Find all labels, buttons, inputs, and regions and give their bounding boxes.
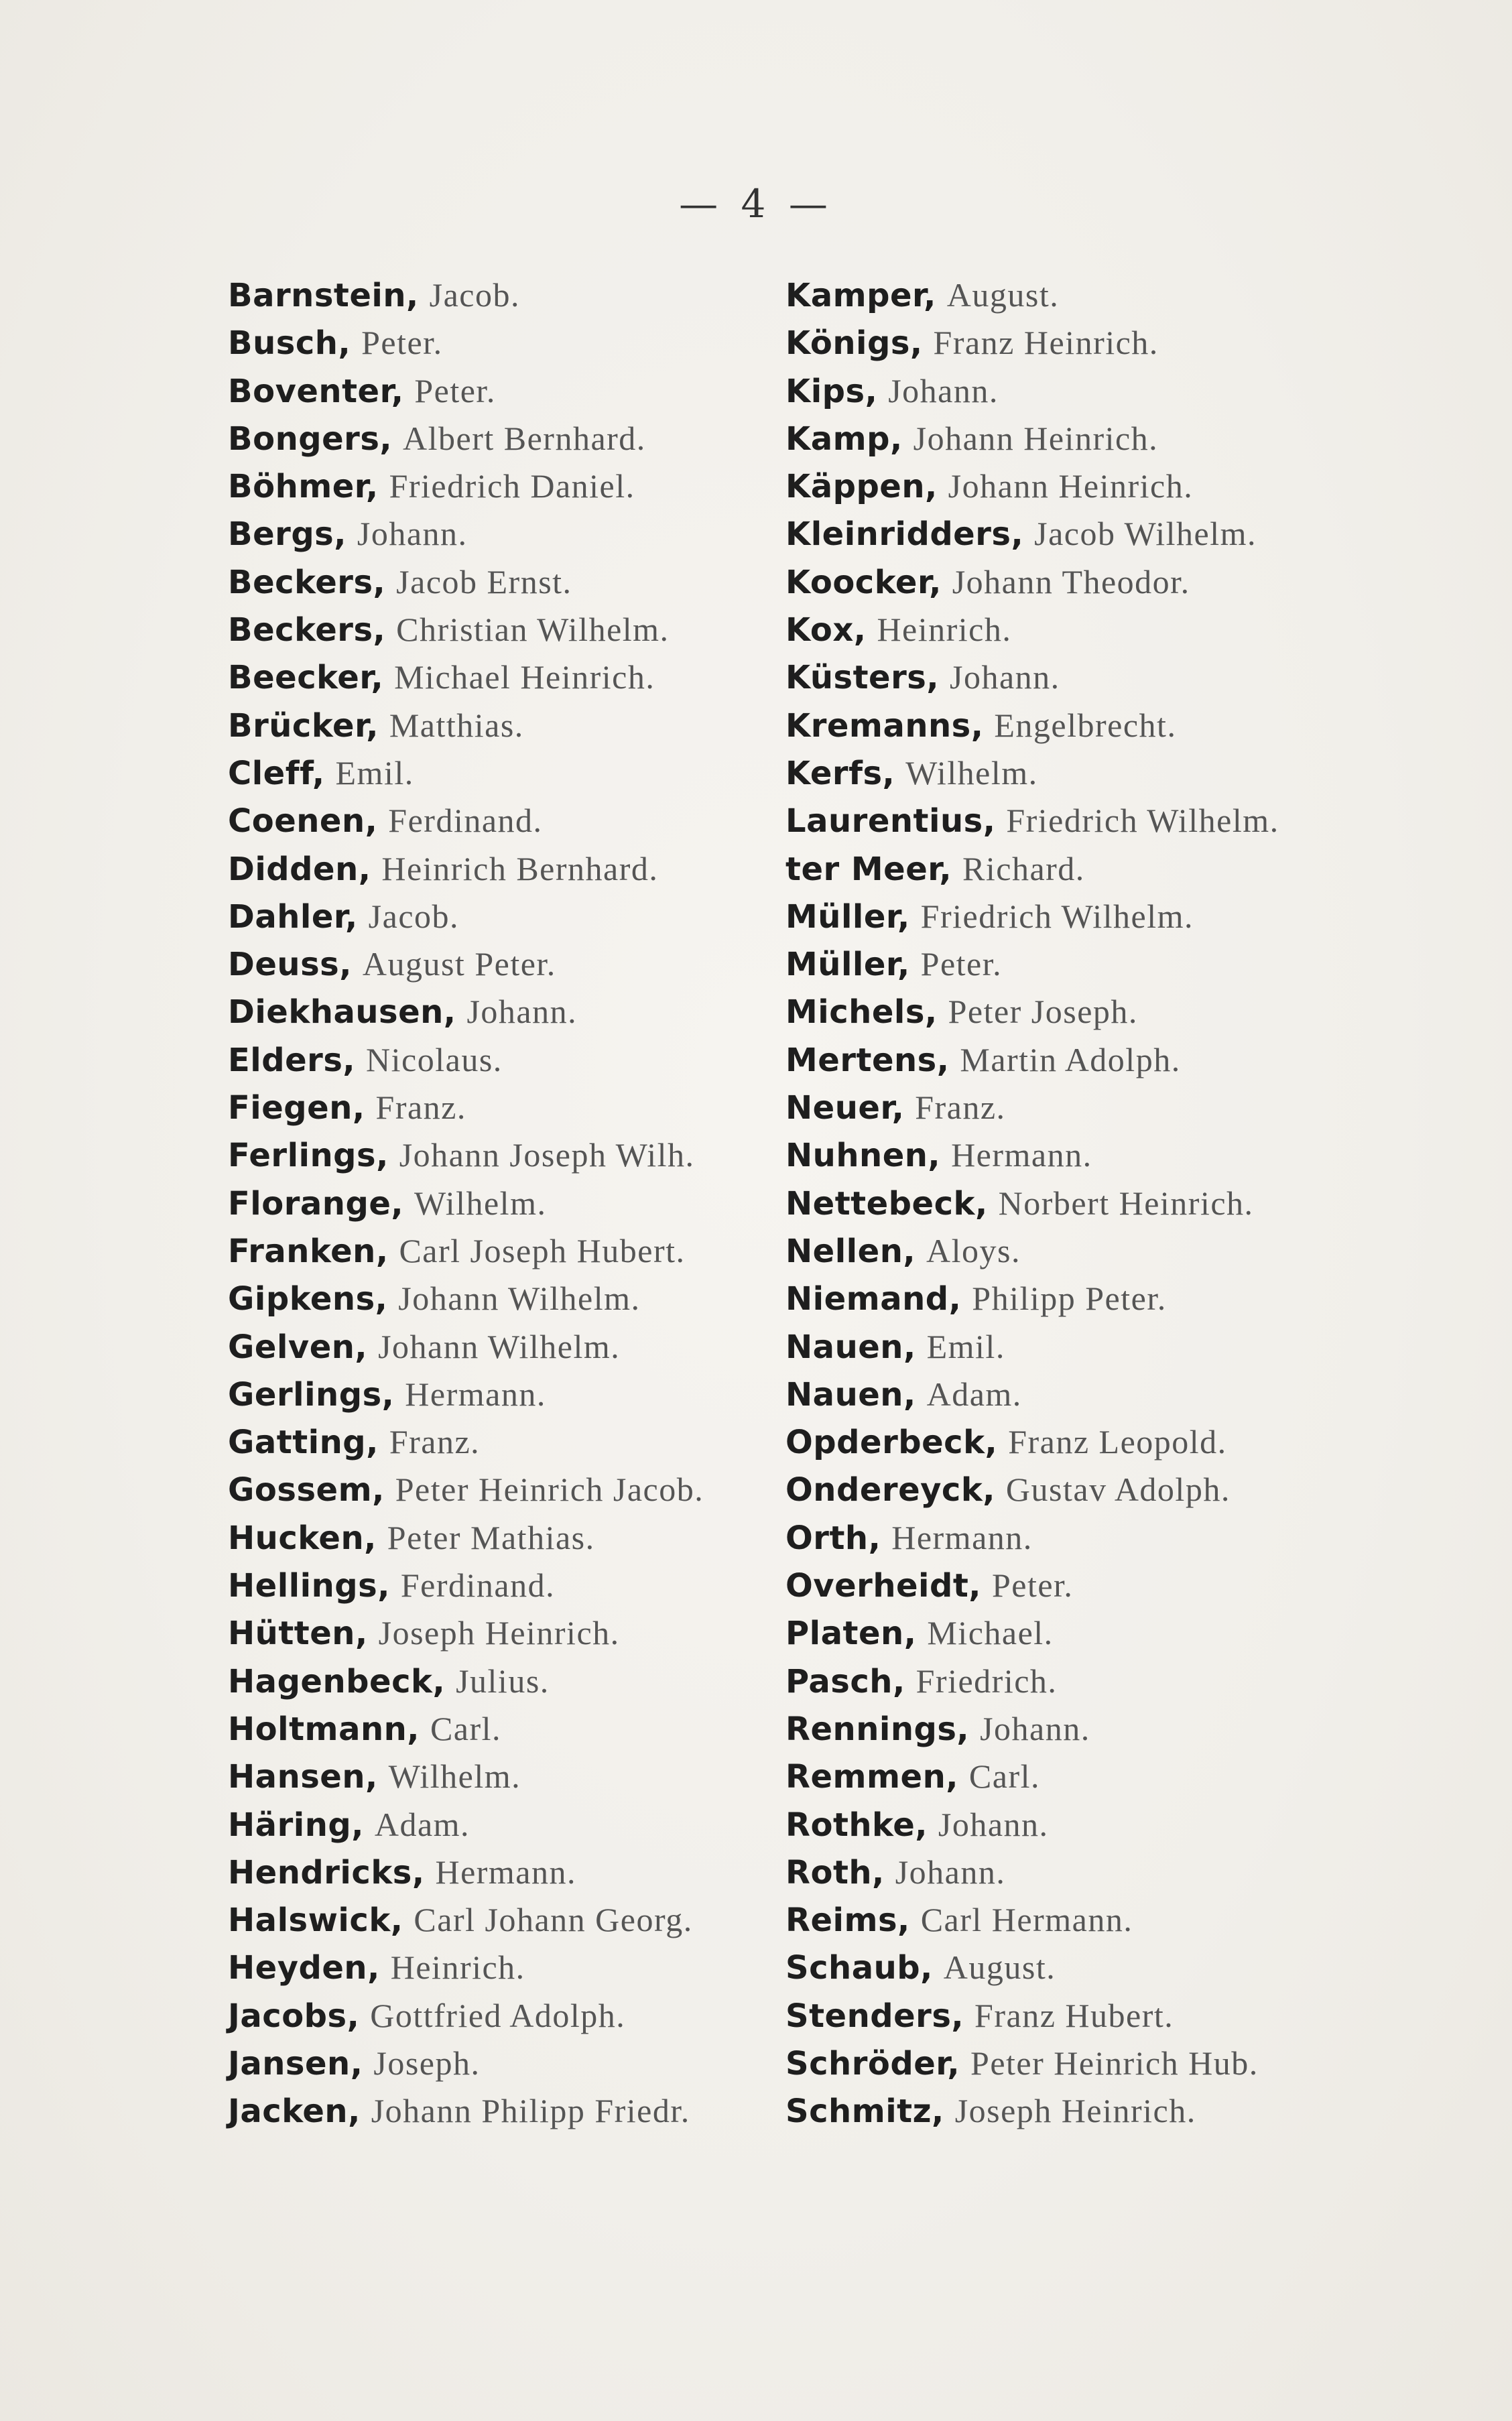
name-entry xyxy=(785,510,1279,558)
name-entry xyxy=(785,1514,1279,1562)
surname: Halswick, xyxy=(228,1902,403,1940)
name-entry xyxy=(228,2087,704,2135)
given-names: Johann. xyxy=(888,371,999,410)
given-names: Hermann. xyxy=(435,1853,577,1891)
given-names: Heinrich. xyxy=(877,611,1012,649)
surname: Kox, xyxy=(785,611,867,649)
given-names: Jacob Ernst. xyxy=(396,562,572,601)
given-names: Johann. xyxy=(357,515,468,553)
surname: Kerfs, xyxy=(785,754,895,792)
surname: Stenders, xyxy=(785,1997,964,2035)
name-entry xyxy=(785,1562,1279,1609)
surname: Käppen, xyxy=(785,468,938,506)
surname: Jacobs, xyxy=(228,1997,360,2035)
name-entry xyxy=(228,1180,704,1227)
given-names: Peter Joseph. xyxy=(948,993,1138,1031)
name-entry xyxy=(785,319,1279,367)
surname: Franken, xyxy=(228,1232,389,1270)
given-names: Hermann. xyxy=(405,1375,546,1413)
surname: Kleinridders, xyxy=(785,515,1024,554)
surname: Boventer, xyxy=(228,372,404,410)
surname: Küsters, xyxy=(785,659,940,697)
surname: Nuhnen, xyxy=(785,1137,941,1175)
name-entry xyxy=(228,749,704,797)
name-entry xyxy=(785,797,1279,845)
surname: Nauen, xyxy=(785,1328,916,1366)
name-entry xyxy=(785,940,1279,988)
surname: Schaub, xyxy=(785,1949,933,1987)
surname: Nellen, xyxy=(785,1232,916,1270)
name-entry xyxy=(228,1944,704,1991)
given-names: Norbert Heinrich. xyxy=(998,1184,1254,1222)
given-names: Peter. xyxy=(920,945,1003,983)
name-entry xyxy=(785,1323,1279,1371)
given-names: Jacob. xyxy=(429,276,520,314)
surname: Orth, xyxy=(785,1519,881,1557)
given-names: Emil. xyxy=(335,753,414,792)
given-names: Peter. xyxy=(414,371,496,410)
name-entry xyxy=(785,1753,1279,1800)
given-names: Johann Wilhelm. xyxy=(378,1327,621,1365)
surname: Nettebeck, xyxy=(785,1184,988,1223)
surname: Laurentius, xyxy=(785,802,996,841)
given-names: Adam. xyxy=(374,1805,470,1843)
name-entry xyxy=(785,1849,1279,1896)
name-entry xyxy=(785,1801,1279,1849)
surname: Rennings, xyxy=(785,1710,970,1748)
name-entry xyxy=(228,1371,704,1418)
surname: Häring, xyxy=(228,1806,364,1844)
surname: Brücker, xyxy=(228,706,379,745)
surname: Diekhausen, xyxy=(228,993,456,1032)
surname: Heyden, xyxy=(228,1949,380,1987)
surname: Kamper, xyxy=(785,277,936,314)
name-entry xyxy=(785,893,1279,940)
surname: Coenen, xyxy=(228,802,378,841)
name-entry xyxy=(228,271,704,319)
surname: Hellings, xyxy=(228,1567,390,1605)
name-entry xyxy=(228,702,704,749)
surname: Platen, xyxy=(785,1615,917,1653)
surname: Gossem, xyxy=(228,1471,385,1509)
right-name-column xyxy=(785,271,1279,2135)
given-names: Johann Joseph Wilh. xyxy=(399,1136,695,1174)
given-names: Friedrich Wilhelm. xyxy=(1006,802,1279,840)
name-entry xyxy=(228,1705,704,1753)
surname: Barnstein, xyxy=(228,277,419,314)
given-names: Nicolaus. xyxy=(366,1040,503,1078)
surname: Didden, xyxy=(228,850,371,888)
surname: Müller, xyxy=(785,897,910,936)
surname: Böhmer, xyxy=(228,468,379,506)
surname: Gatting, xyxy=(228,1424,379,1462)
given-names: Johann. xyxy=(980,1709,1090,1747)
given-names: Heinrich. xyxy=(390,1948,525,1987)
name-entry xyxy=(228,1753,704,1800)
given-names: Wilhelm. xyxy=(905,753,1038,792)
given-names: Philipp Peter. xyxy=(972,1280,1167,1318)
name-entry xyxy=(228,893,704,940)
given-names: Carl Johann Georg. xyxy=(414,1901,693,1939)
given-names: Julius. xyxy=(456,1662,550,1700)
given-names: Franz Heinrich. xyxy=(933,324,1159,362)
name-entry xyxy=(785,1275,1279,1322)
given-names: Carl Joseph Hubert. xyxy=(399,1231,686,1269)
name-entry xyxy=(228,319,704,367)
given-names: Albert Bernhard. xyxy=(403,419,646,457)
surname: Mertens, xyxy=(785,1041,950,1079)
surname: Florange, xyxy=(228,1184,404,1223)
given-names: Johann Heinrich. xyxy=(948,467,1194,505)
surname: Hucken, xyxy=(228,1519,377,1557)
surname: Bongers, xyxy=(228,420,393,458)
name-entry xyxy=(785,1658,1279,1705)
given-names: Wilhelm. xyxy=(388,1757,521,1796)
name-entry xyxy=(228,845,704,893)
name-entry xyxy=(228,1896,704,1944)
given-names: Wilhelm. xyxy=(414,1184,547,1222)
name-entry xyxy=(228,606,704,654)
given-names: Michael. xyxy=(927,1614,1054,1652)
surname: Pasch, xyxy=(785,1662,905,1700)
surname: Opderbeck, xyxy=(785,1424,998,1462)
surname: Rothke, xyxy=(785,1806,928,1844)
name-entry xyxy=(228,462,704,510)
given-names: Peter Heinrich Jacob. xyxy=(395,1471,704,1509)
surname: ter Meer, xyxy=(785,850,952,888)
name-entry xyxy=(785,1131,1279,1179)
name-entry xyxy=(785,2040,1279,2087)
given-names: Johann. xyxy=(938,1805,1049,1843)
name-entry xyxy=(785,1036,1279,1084)
name-entry xyxy=(228,1131,704,1179)
name-entry xyxy=(228,1514,704,1562)
name-entry xyxy=(785,1227,1279,1275)
name-entry xyxy=(228,654,704,701)
given-names: Johann Theodor. xyxy=(952,562,1190,601)
given-names: Richard. xyxy=(962,849,1085,887)
name-entry xyxy=(785,558,1279,606)
surname: Kamp, xyxy=(785,420,903,458)
given-names: Johann. xyxy=(466,993,578,1031)
name-entry xyxy=(228,1658,704,1705)
surname: Hansen, xyxy=(228,1758,378,1796)
name-entry xyxy=(228,940,704,988)
surname: Jansen, xyxy=(228,2044,363,2083)
name-entry xyxy=(228,1849,704,1896)
name-entry xyxy=(785,1418,1279,1466)
name-entry xyxy=(228,1084,704,1131)
name-entry xyxy=(785,749,1279,797)
name-entry xyxy=(785,271,1279,319)
given-names: Carl. xyxy=(968,1757,1041,1796)
name-entry xyxy=(785,1084,1279,1131)
surname: Königs, xyxy=(785,324,923,363)
surname: Overheidt, xyxy=(785,1567,982,1605)
given-names: Friedrich Wilhelm. xyxy=(920,897,1194,935)
name-entry xyxy=(228,1036,704,1084)
given-names: August. xyxy=(943,1948,1056,1987)
given-names: Joseph Heinrich. xyxy=(378,1614,620,1652)
given-names: Franz. xyxy=(375,1089,466,1127)
surname: Beckers, xyxy=(228,611,386,649)
surname: Schröder, xyxy=(785,2044,960,2083)
given-names: Adam. xyxy=(926,1375,1022,1413)
surname: Beckers, xyxy=(228,563,386,601)
name-entry xyxy=(228,1609,704,1657)
surname: Michels, xyxy=(785,993,938,1032)
surname: Ondereyck, xyxy=(785,1471,996,1509)
given-names: Peter Mathias. xyxy=(387,1518,595,1556)
surname: Dahler, xyxy=(228,897,358,936)
left-name-column xyxy=(228,271,704,2135)
surname: Holtmann, xyxy=(228,1710,420,1748)
given-names: Ferdinand. xyxy=(400,1566,556,1605)
given-names: Franz Leopold. xyxy=(1008,1423,1227,1461)
name-entry xyxy=(228,1992,704,2040)
name-entry xyxy=(785,1705,1279,1753)
given-names: Joseph. xyxy=(373,2044,481,2082)
given-names: Joseph Heinrich. xyxy=(954,2092,1196,2130)
surname: Schmitz, xyxy=(785,2093,944,2131)
name-entry xyxy=(785,1992,1279,2040)
name-entry xyxy=(228,797,704,845)
name-entry xyxy=(785,367,1279,415)
given-names: Martin Adolph. xyxy=(960,1040,1181,1078)
given-names: Hermann. xyxy=(951,1136,1092,1174)
surname: Busch, xyxy=(228,324,351,363)
name-entry xyxy=(785,1944,1279,1991)
surname: Hagenbeck, xyxy=(228,1662,446,1700)
given-names: Gustav Adolph. xyxy=(1005,1471,1231,1509)
name-entry xyxy=(228,1801,704,1849)
given-names: August. xyxy=(946,276,1060,314)
surname: Fiegen, xyxy=(228,1089,365,1127)
given-names: Hermann. xyxy=(891,1518,1033,1556)
name-entry xyxy=(785,845,1279,893)
given-names: Peter. xyxy=(361,324,443,362)
given-names: Johann. xyxy=(895,1853,1006,1891)
given-names: Ferdinand. xyxy=(388,802,543,840)
given-names: Aloys. xyxy=(926,1231,1021,1269)
name-entry xyxy=(228,1227,704,1275)
given-names: Jacob. xyxy=(368,897,460,935)
name-entry xyxy=(785,415,1279,462)
surname: Kremanns, xyxy=(785,706,984,745)
name-entry xyxy=(785,1371,1279,1418)
given-names: Friedrich. xyxy=(916,1662,1058,1700)
surname: Jacken, xyxy=(228,2093,361,2131)
given-names: Johann Heinrich. xyxy=(913,419,1159,457)
name-entry xyxy=(785,462,1279,510)
surname: Bergs, xyxy=(228,515,346,554)
surname: Cleff, xyxy=(228,754,325,792)
name-entry xyxy=(785,1609,1279,1657)
surname: Niemand, xyxy=(785,1280,962,1318)
given-names: Friedrich Daniel. xyxy=(389,467,635,505)
name-entry xyxy=(228,988,704,1036)
surname: Nauen, xyxy=(785,1375,916,1414)
given-names: Michael Heinrich. xyxy=(394,658,655,696)
name-entry xyxy=(785,1896,1279,1944)
surname: Müller, xyxy=(785,946,910,984)
name-entry xyxy=(228,558,704,606)
name-entry xyxy=(228,1275,704,1322)
name-entry xyxy=(785,702,1279,749)
surname: Gelven, xyxy=(228,1328,368,1366)
surname: Ferlings, xyxy=(228,1137,389,1175)
surname: Kips, xyxy=(785,372,878,410)
given-names: Johann. xyxy=(949,658,1060,696)
name-entry xyxy=(228,1323,704,1371)
surname: Elders, xyxy=(228,1041,356,1079)
given-names: Christian Wilhelm. xyxy=(396,611,670,649)
name-entry xyxy=(228,1418,704,1466)
surname: Beecker, xyxy=(228,659,384,697)
given-names: Peter. xyxy=(991,1566,1074,1605)
given-names: Emil. xyxy=(926,1327,1005,1365)
surname: Roth, xyxy=(785,1853,885,1891)
name-entry xyxy=(785,988,1279,1036)
given-names: Franz Hubert. xyxy=(974,1996,1174,2034)
given-names: Jacob Wilhelm. xyxy=(1034,515,1257,553)
name-entry xyxy=(785,654,1279,701)
given-names: Heinrich Bernhard. xyxy=(381,849,659,887)
surname: Gerlings, xyxy=(228,1375,395,1414)
given-names: Johann Wilhelm. xyxy=(398,1280,641,1318)
given-names: Peter Heinrich Hub. xyxy=(970,2044,1259,2082)
surname: Neuer, xyxy=(785,1089,905,1127)
surname: Gipkens, xyxy=(228,1280,388,1318)
name-entry xyxy=(228,1466,704,1513)
surname: Hütten, xyxy=(228,1615,368,1653)
name-entry xyxy=(228,415,704,462)
name-entry xyxy=(228,367,704,415)
name-entry xyxy=(228,2040,704,2087)
surname: Remmen, xyxy=(785,1758,959,1796)
given-names: August Peter. xyxy=(362,945,556,983)
given-names: Gottfried Adolph. xyxy=(370,1996,626,2034)
name-entry xyxy=(785,606,1279,654)
given-names: Matthias. xyxy=(389,706,524,744)
surname: Koocker, xyxy=(785,563,942,601)
given-names: Franz. xyxy=(915,1089,1006,1127)
name-entry xyxy=(228,510,704,558)
name-entry xyxy=(228,1562,704,1609)
surname: Hendricks, xyxy=(228,1853,425,1891)
page-number: — 4 — xyxy=(679,181,833,227)
given-names: Johann Philipp Friedr. xyxy=(371,2092,690,2130)
name-entry xyxy=(785,1180,1279,1227)
given-names: Carl. xyxy=(430,1709,502,1747)
given-names: Carl Hermann. xyxy=(920,1901,1133,1939)
surname: Reims, xyxy=(785,1902,910,1940)
given-names: Engelbrecht. xyxy=(994,706,1177,744)
name-entry xyxy=(785,1466,1279,1513)
surname: Deuss, xyxy=(228,946,352,984)
given-names: Franz. xyxy=(389,1423,481,1461)
name-entry xyxy=(785,2087,1279,2135)
